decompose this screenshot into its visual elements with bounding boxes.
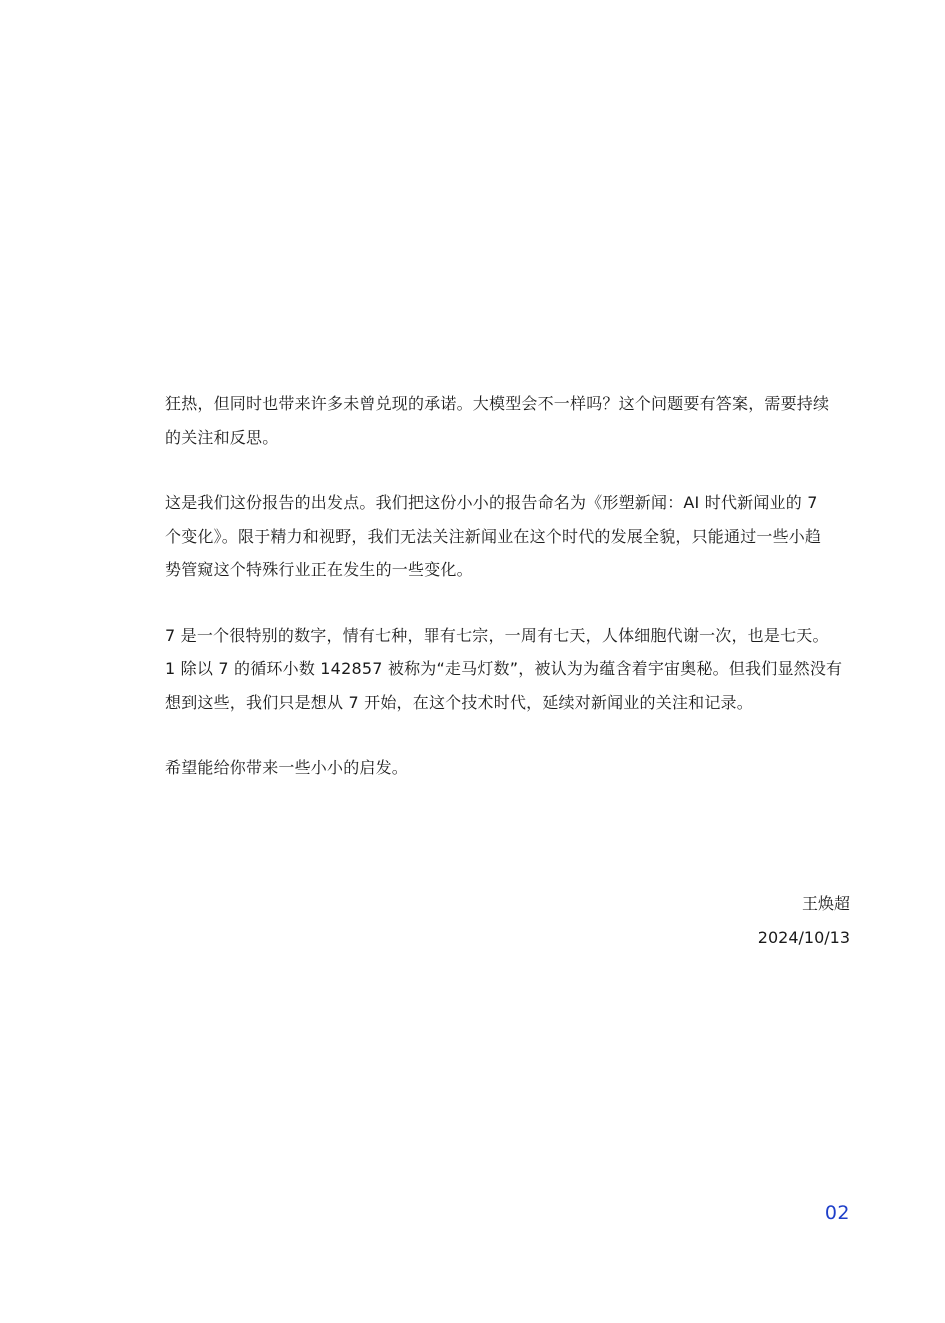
paragraph-1 xyxy=(165,387,865,454)
text-line: 的关注和反思。 xyxy=(165,427,279,447)
text-line: 这是我们这份报告的出发点。我们把这份小小的报告命名为《形塑新闻：AI 时代新闻业的 7 xyxy=(165,493,818,512)
text-line: 想到这些，我们只是想从 7 开始，在这个技术时代，延续对新闻业的关注和记录。 xyxy=(165,692,753,712)
text-line: 希望能给你带来一些小小的启发。 xyxy=(165,758,409,777)
signature-date: 2024/10/13 xyxy=(757,927,850,947)
text-line: 狂热，但同时也带来许多未曾兑现的承诺。大模型会不一样吗？这个问题要有答案，需要持续 xyxy=(165,394,830,413)
page-number: 02 xyxy=(824,1202,850,1224)
paragraph-3 xyxy=(165,619,865,720)
paragraph-2 xyxy=(165,486,865,587)
author-name: 王焕超 xyxy=(801,894,850,913)
signature-block xyxy=(758,887,850,954)
text-line: 1 除以 7 的循环小数 142857 被称为“走马灯数”，被认为为蕴含着宇宙奥秘。但我们显然没有 xyxy=(165,659,843,678)
text-line: 势管窥这个特殊行业正在发生的一些变化。 xyxy=(165,560,473,579)
text-line: 7 是一个很特别的数字，情有七种，罪有七宗，一周有七天，人体细胞代谢一次，也是七天。 xyxy=(165,625,829,645)
body-text xyxy=(165,387,865,817)
paragraph-4 xyxy=(165,751,865,785)
text-line: 个变化》。限于精力和视野，我们无法关注新闻业在这个时代的发展全貌，只能通过一些小趋 xyxy=(165,526,822,546)
